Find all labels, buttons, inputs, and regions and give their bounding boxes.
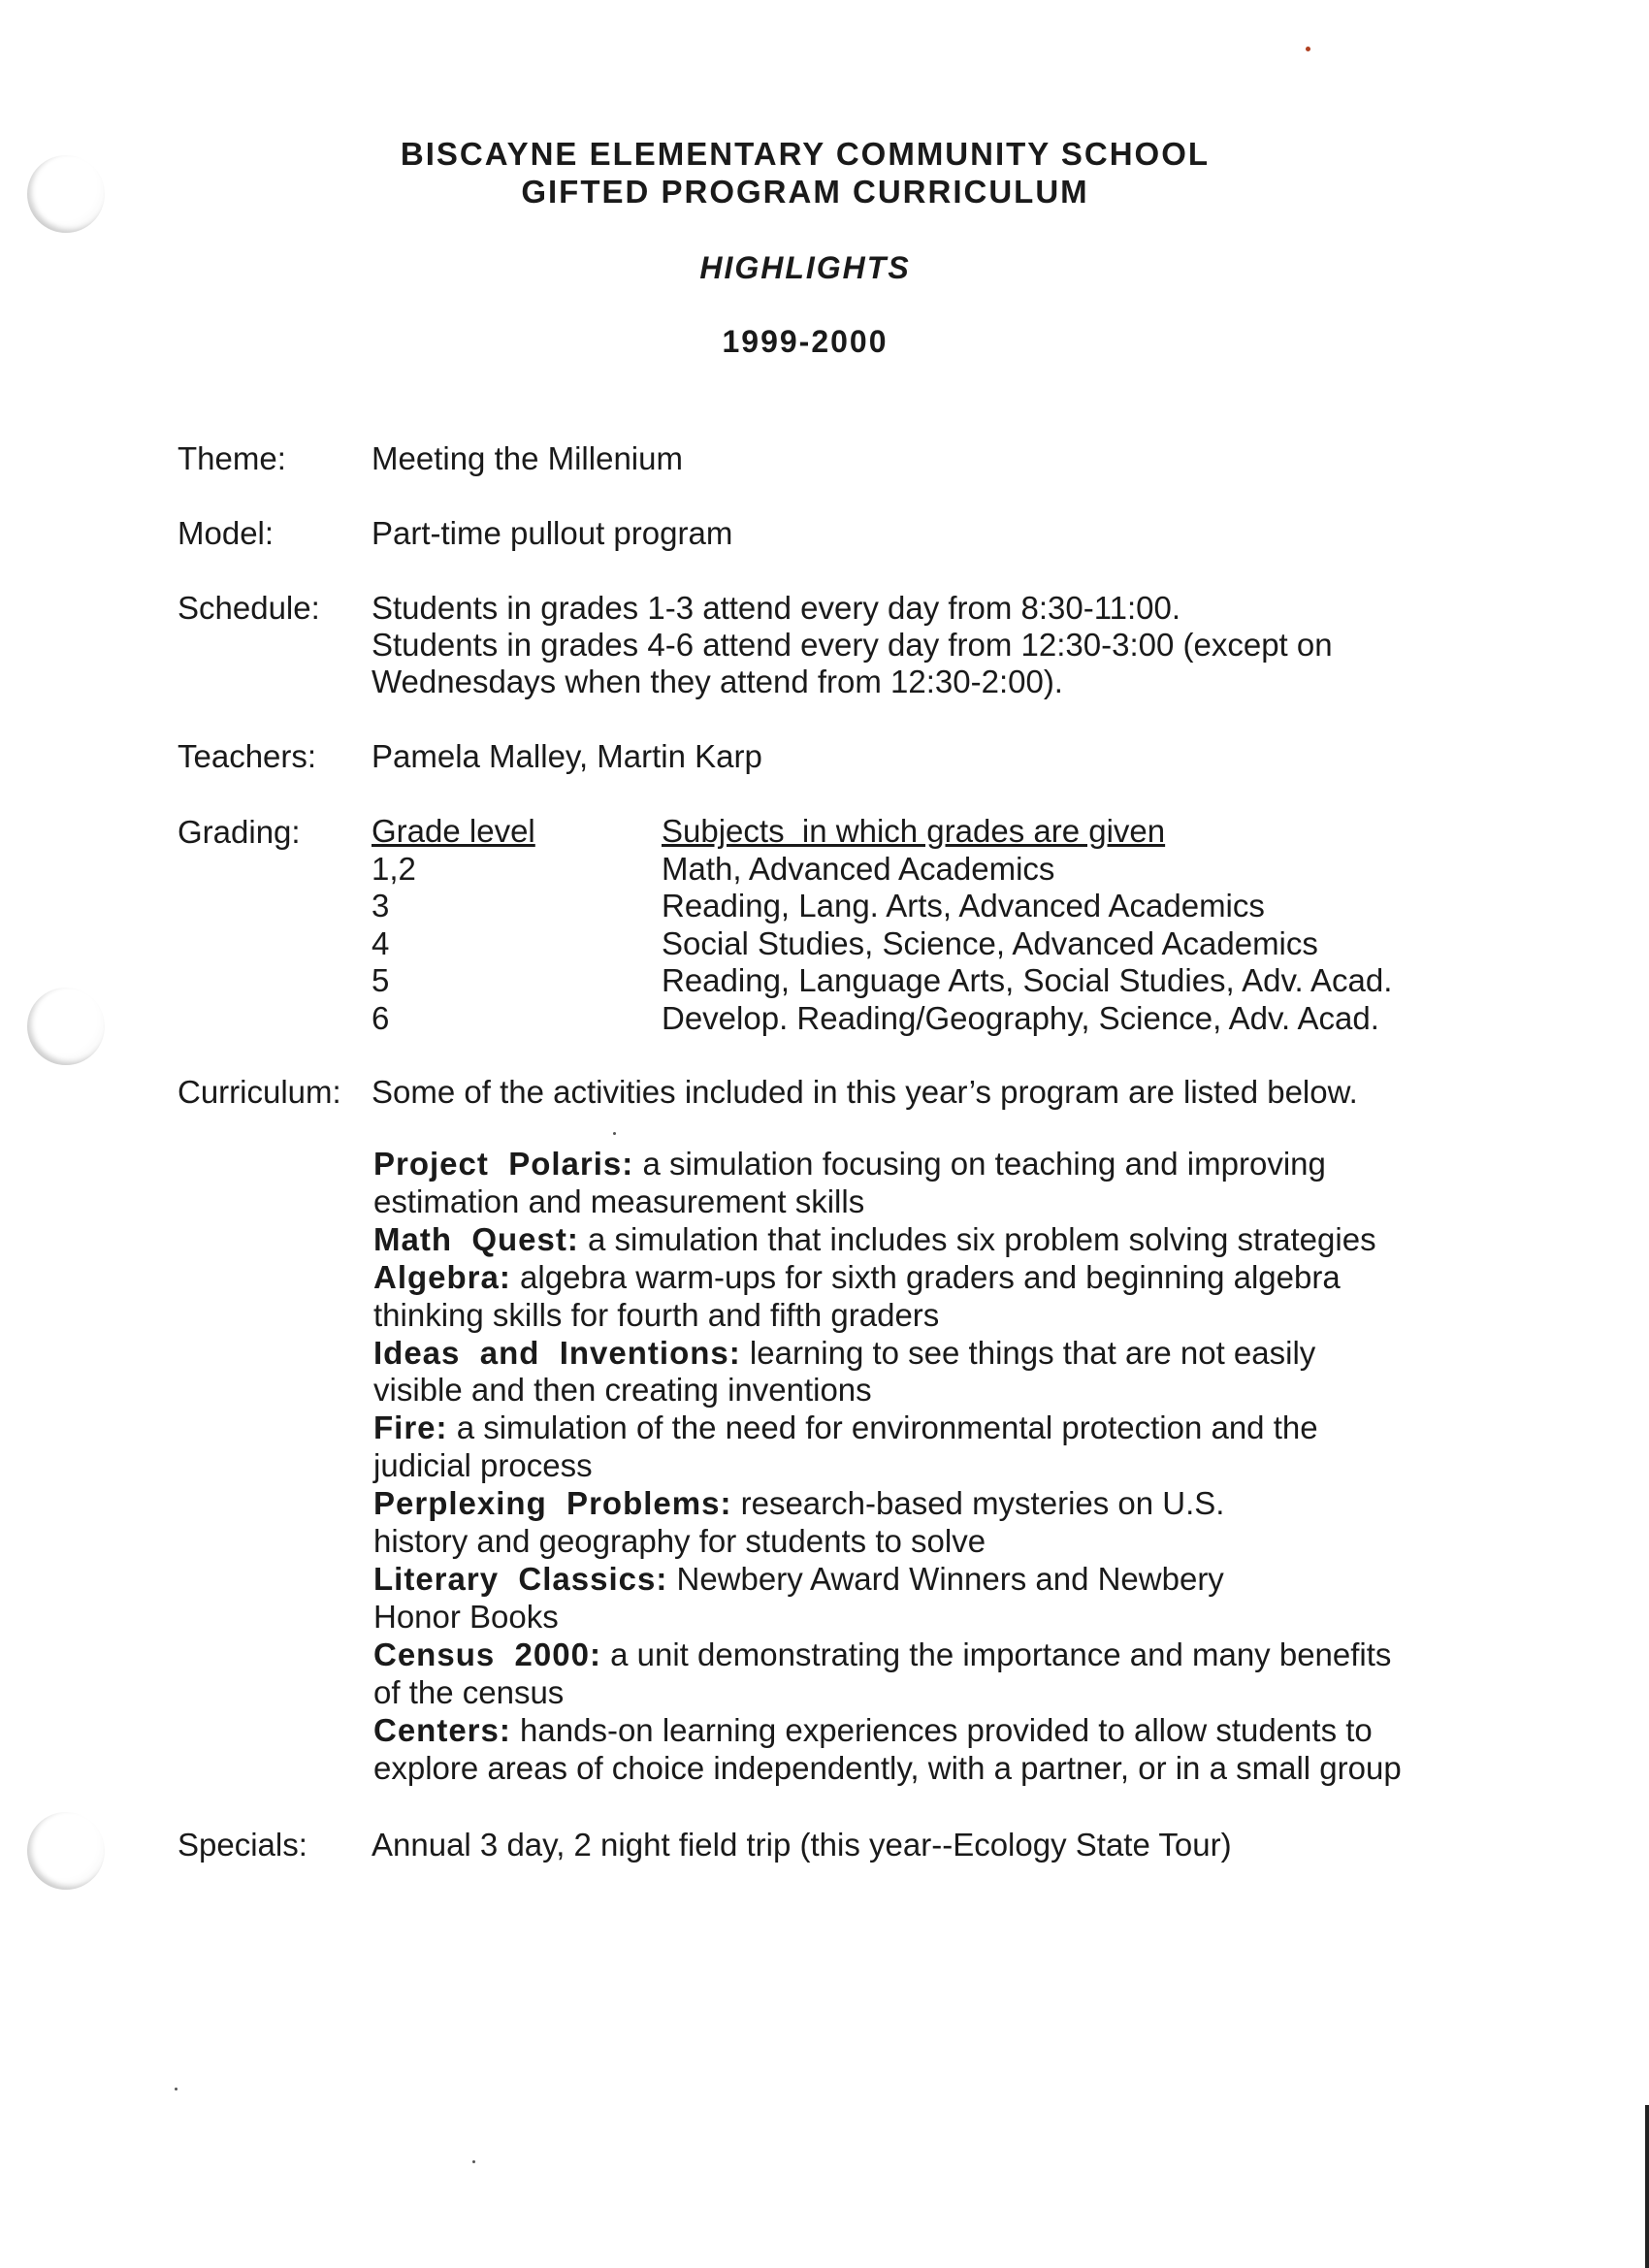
subjects-header: Subjects in which grades are given <box>662 813 1166 849</box>
grade-cell: 6 <box>372 999 390 1036</box>
model-value: Part-time pullout program <box>372 515 733 551</box>
grade-cell: 4 <box>372 924 390 961</box>
schedule-line: Wednesdays when they attend from 12:30-2:00). <box>372 664 1063 699</box>
scan-speck <box>613 1132 616 1135</box>
grading-label: Grading: <box>178 814 301 850</box>
activity-desc: algebra warm-ups for sixth graders and beginning algebra <box>520 1258 1341 1295</box>
punch-hole-bottom <box>27 1812 105 1890</box>
activity-desc-cont: thinking skills for fourth and fifth graders <box>373 1296 940 1333</box>
theme-value: Meeting the Millenium <box>372 440 683 476</box>
teachers-label: Teachers: <box>178 738 317 774</box>
activity-item <box>373 1221 1402 1259</box>
specials-value: Annual 3 day, 2 night field trip (this year--Ecology State Tour) <box>372 1827 1232 1863</box>
theme-label: Theme: <box>178 440 286 476</box>
activity-desc-cont: of the census <box>373 1673 565 1710</box>
grade-cell: 1,2 <box>372 850 416 887</box>
activity-desc-cont: Honor Books <box>373 1598 559 1635</box>
grade-cell: 3 <box>372 888 390 923</box>
activity-desc: a simulation of the need for environmental protection and the <box>456 1409 1318 1446</box>
subjects-cell: Develop. Reading/Geography, Science, Adv. Acad. <box>662 999 1379 1036</box>
activity-name: Centers: <box>373 1711 511 1748</box>
activity-item <box>373 1636 1402 1674</box>
activity-item <box>373 1561 1402 1599</box>
schedule-line: Students in grades 4-6 attend every day from 12:30-3:00 (except on <box>372 627 1333 663</box>
school-name: BISCAYNE ELEMENTARY COMMUNITY SCHOOL <box>400 136 1211 172</box>
activity-desc: a unit demonstrating the importance and many benefits <box>610 1636 1392 1672</box>
grading-table-subjects <box>662 813 1392 1037</box>
subjects-cell: Reading, Lang. Arts, Advanced Academics <box>662 888 1265 923</box>
activity-desc: hands-on learning experiences provided to allow students to <box>520 1711 1373 1748</box>
curriculum-label: Curriculum: <box>178 1074 341 1110</box>
subjects-cell: Social Studies, Science, Advanced Academics <box>662 924 1318 961</box>
activity-item <box>373 1485 1402 1523</box>
specials-label: Specials: <box>178 1827 307 1863</box>
activity-name: Census 2000: <box>373 1636 601 1672</box>
activity-item <box>373 1146 1402 1183</box>
scan-edge <box>1645 2105 1649 2268</box>
activity-name: Perplexing Problems: <box>373 1485 732 1522</box>
activity-item <box>373 1335 1402 1373</box>
activity-name: Algebra: <box>373 1258 511 1295</box>
activity-item <box>373 1259 1402 1297</box>
activity-desc: Newbery Award Winners and Newbery <box>676 1560 1224 1597</box>
activity-desc: research-based mysteries on U.S. <box>740 1485 1225 1522</box>
activity-desc: a simulation that includes six problem solving strategies <box>588 1220 1376 1257</box>
activity-desc: a simulation focusing on teaching and improving <box>642 1146 1326 1182</box>
school-year: 1999-2000 <box>722 324 889 359</box>
grade-cell: 5 <box>372 962 390 998</box>
grading-table-grades <box>372 813 535 1037</box>
activities-list <box>373 1146 1402 1787</box>
activity-name: Math Quest: <box>373 1220 579 1257</box>
activity-item <box>373 1712 1402 1750</box>
teachers-value: Pamela Malley, Martin Karp <box>372 738 762 774</box>
activity-desc-cont: history and geography for students to solve <box>373 1523 986 1560</box>
activity-name: Fire: <box>373 1409 448 1446</box>
activity-desc-cont: judicial process <box>373 1447 593 1484</box>
schedule-line: Students in grades 1-3 attend every day from 8:30-11:00. <box>372 590 1181 626</box>
curriculum-intro: Some of the activities included in this year’s program are listed below. <box>372 1074 1358 1110</box>
activity-name: Literary Classics: <box>373 1560 668 1597</box>
punch-hole-middle <box>27 988 105 1065</box>
activity-name: Project Polaris: <box>373 1146 634 1182</box>
model-label: Model: <box>178 515 275 551</box>
activity-name: Ideas and Inventions: <box>373 1334 741 1371</box>
scan-speck <box>1306 47 1310 51</box>
activity-item <box>373 1409 1402 1447</box>
activity-desc-cont: visible and then creating inventions <box>373 1372 872 1409</box>
activity-desc-cont: estimation and measurement skills <box>373 1183 865 1219</box>
highlights-heading: HIGHLIGHTS <box>699 250 911 285</box>
subjects-cell: Reading, Language Arts, Social Studies, Adv. Acad. <box>662 962 1393 998</box>
schedule-label: Schedule: <box>178 590 320 626</box>
scan-speck <box>472 2160 475 2163</box>
grade-level-header: Grade level <box>372 813 535 849</box>
subjects-cell: Math, Advanced Academics <box>662 850 1055 887</box>
program-title: GIFTED PROGRAM CURRICULUM <box>521 174 1089 210</box>
activity-desc: learning to see things that are not easily <box>749 1334 1316 1371</box>
activity-desc-cont: explore areas of choice independently, with a partner, or in a small group <box>373 1749 1402 1786</box>
scan-speck <box>175 2088 178 2090</box>
